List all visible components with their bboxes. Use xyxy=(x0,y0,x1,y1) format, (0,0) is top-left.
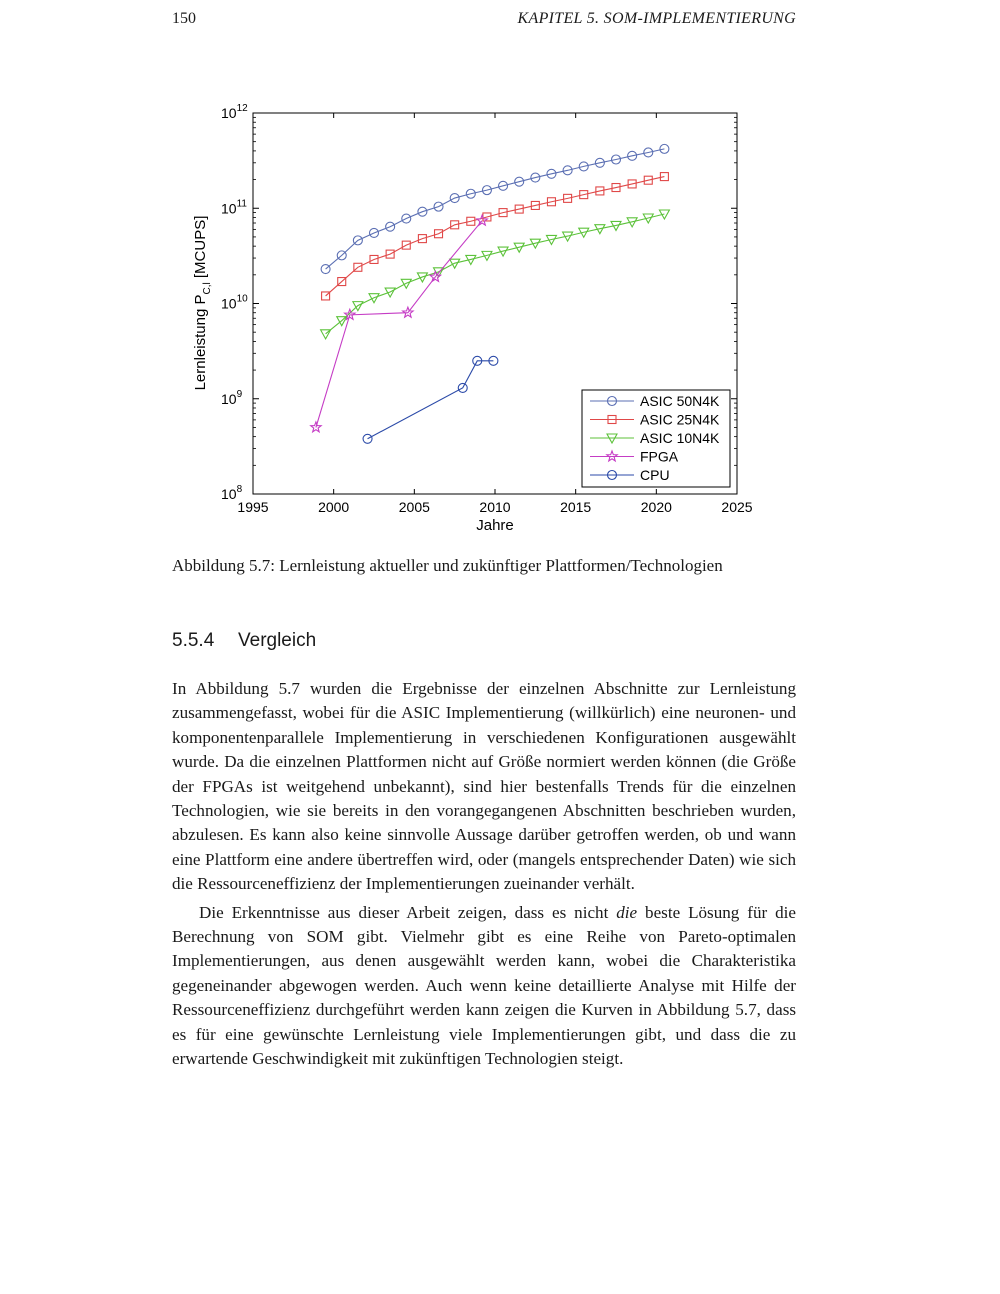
x-tick-label: 2020 xyxy=(640,499,672,515)
y-tick-label-base: 10 xyxy=(221,486,237,502)
paragraph-2-emphasis: die xyxy=(616,902,638,922)
x-tick-label: 2010 xyxy=(479,499,511,515)
x-tick-label: 2015 xyxy=(560,499,592,515)
y-axis-label-unit: [MCUPS] xyxy=(192,215,209,283)
y-tick-label xyxy=(221,103,248,121)
data-point-asic-25n4k xyxy=(660,173,668,181)
y-tick-label-exponent: 8 xyxy=(236,484,243,495)
series-cpu xyxy=(363,356,498,443)
legend-label: ASIC 25N4K xyxy=(640,411,720,428)
section-heading xyxy=(172,630,316,652)
y-tick-label-base: 10 xyxy=(221,295,237,312)
y-tick-label-exponent: 12 xyxy=(236,103,248,114)
y-axis-label-main: Lernleistung P xyxy=(192,294,209,391)
page-number: 150 xyxy=(172,10,196,27)
x-axis-label: Jahre xyxy=(476,517,514,534)
x-tick-label: 1995 xyxy=(237,499,269,515)
y-tick-label-exponent: 9 xyxy=(236,388,243,400)
data-point-cpu xyxy=(363,434,372,443)
y-tick-label-exponent: 10 xyxy=(236,293,248,305)
paragraph-2-part-a: Die Erkenntnisse aus dieser Arbeit zeigen, dass es nicht xyxy=(199,902,617,922)
legend-label: ASIC 50N4K xyxy=(640,393,720,409)
x-tick-label: 2000 xyxy=(318,499,350,515)
x-tick-label: 2005 xyxy=(398,499,430,515)
y-tick-label xyxy=(221,389,243,407)
legend-label: CPU xyxy=(640,467,670,483)
legend-label: FPGA xyxy=(640,448,679,465)
y-tick-label-exponent: 11 xyxy=(236,198,247,210)
legend-label: ASIC 10N4K xyxy=(640,430,720,446)
series-asic-10n4k xyxy=(321,210,670,339)
chart-legend xyxy=(582,390,730,487)
data-point-fpga xyxy=(477,215,487,225)
y-tick-label xyxy=(221,198,247,216)
data-point-asic-50n4k xyxy=(660,144,669,153)
series-asic-25n4k xyxy=(322,173,669,300)
series-line-asic-50n4k xyxy=(326,149,665,269)
y-tick-label-base: 10 xyxy=(221,390,237,407)
section-number: 5.5.4 xyxy=(172,630,215,651)
paragraph-2 xyxy=(172,901,796,1072)
paragraph-1: In Abbildung 5.7 wurden die Ergebnisse der einzelnen Abschnitte zur Lernleistung zusammengefasst, wobei für die ASIC Implementierung (willkürlich) eine neuronen- und komponentenparallele Implementierung in verschiedenen Konfigurationen ausgewählt wurde. Da die einzelnen Plattformen nicht auf Größe normiert werden können (die Größe der FPGAs ist weitgehend unbekannt), sind hier bestenfalls Trends für die einzelnen Technologien, wie sie bereits in den vorangegangenen Abschnitten beschrieben wurden, abzulesen. Es kann also keine sinnvolle Aussage darüber getroffen werden, ob und wann eine Plattform eine andere übertreffen wird, oder (mangels entsprechender Daten) wie sich die Ressourceneffizienz der Implementierungen zueinander verhält. xyxy=(172,679,796,894)
section-title: Vergleich xyxy=(238,630,317,651)
y-tick-label xyxy=(221,294,248,312)
series-line-cpu xyxy=(368,361,494,439)
series-asic-50n4k xyxy=(321,144,669,273)
series-fpga xyxy=(311,215,488,432)
y-tick-label-base: 10 xyxy=(221,200,237,217)
learning-performance-chart xyxy=(0,0,1000,560)
x-tick-label: 2025 xyxy=(721,499,753,515)
paragraph-2-part-b: beste Lösung für die Berechnung von SOM gibt. Vielmehr gibt es eine Reihe von Pareto-optimalen Implementierungen, aus denen ausgewählt werden kann, wobei die Charakteristika gegeneinander abgewogen werden. Auch wenn keine detaillierte Analyse mit Hilfe der Ressourceneffizienz durchgeführt werden kann zeigen die Kurven in Abbildung 5.7, dass es für eine gewünschte Lernleistung viele Implementierungen gibt, und dass die zu erwartende Geschwindigkeit mit zukünftigen Technologien steigt. xyxy=(172,902,796,1069)
y-axis-label-subscript: C,l xyxy=(202,282,213,295)
y-axis-label xyxy=(192,216,213,391)
figure-caption: Abbildung 5.7: Lernleistung aktueller und zukünftiger Plattformen/Technologien xyxy=(172,556,723,575)
chapter-title: KAPITEL 5. SOM-IMPLEMENTIERUNG xyxy=(517,10,796,27)
body-text xyxy=(172,677,796,1076)
y-tick-label-base: 10 xyxy=(221,105,237,121)
